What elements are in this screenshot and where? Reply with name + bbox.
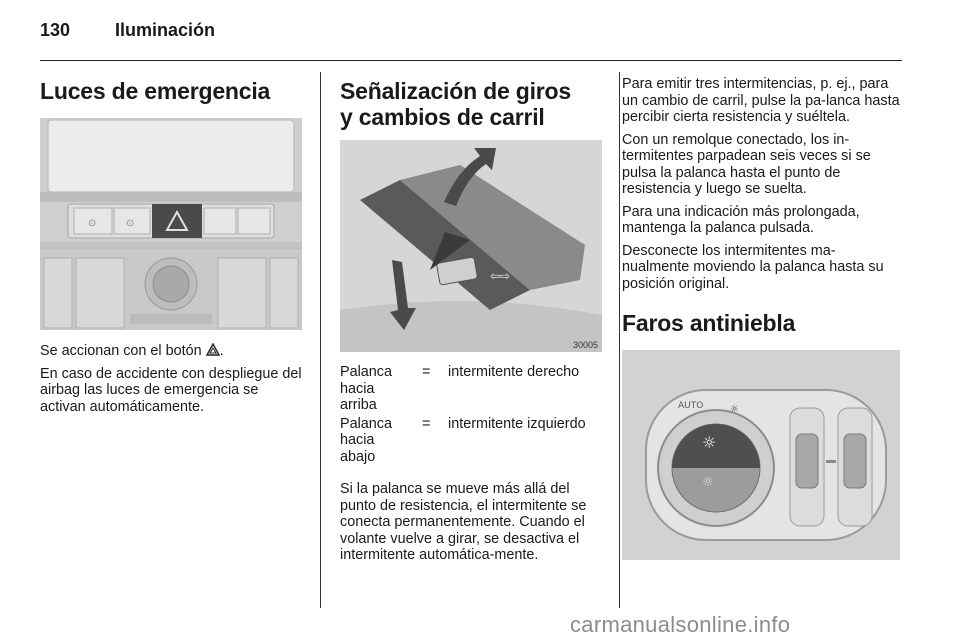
chapter-title: Iluminación: [115, 20, 216, 40]
lever-position-table: [340, 364, 602, 465]
table-row: Palanca hacia arriba = intermitente derecho: [340, 364, 602, 414]
column-lane-change-fog: [622, 72, 902, 560]
hazard-panel-illustration: [40, 118, 302, 330]
svg-text:⊙: ⊙: [126, 218, 135, 229]
header-rule: [40, 60, 902, 61]
turn-signal-lever-illustration: [340, 140, 602, 352]
hazard-triangle-icon: [206, 343, 220, 356]
svg-text:⇦⇨: ⇦⇨: [490, 269, 511, 283]
page-number: 130: [40, 20, 71, 40]
paragraph-permanent-signal: Si la palanca se mueve más allá del punto de resistencia, el intermitente se conecta permanentemente. Cuando el volante vuelve a girar, se desactiva el intermitente automática-mente.: [340, 481, 587, 563]
desc-right-indicator: intermitente derecho: [448, 364, 580, 380]
svg-text:☼: ☼: [730, 404, 739, 415]
column-turn-signals: [340, 72, 602, 564]
paragraph-manual-off: Desconecte los intermitentes ma-nualmente moviendo la palanca hasta su posición original.: [622, 242, 884, 292]
page-header: [40, 16, 900, 52]
table-row: Palanca hacia abajo = intermitente izquierdo: [340, 414, 602, 466]
desc-left-indicator: intermitente izquierdo: [448, 415, 586, 432]
auto-label: AUTO: [678, 401, 704, 411]
figure-fog-light-switch: [622, 350, 900, 560]
figure-hazard-button-panel: [40, 118, 302, 330]
paragraph-lane-change: Para emitir tres intermitencias, p. ej., para un cambio de carril, pulse la pa-lanca hasta percibir cierta resistencia y suéltela.: [622, 76, 900, 125]
svg-text:☼: ☼: [702, 433, 717, 452]
paragraph-trailer: Con un remolque conectado, los in-termitentes parpadean seis veces si se pulsa la palanca hasta el punto de resistencia y luego se suelta.: [622, 131, 871, 197]
section-heading-fog-lights: Faros antiniebla: [622, 310, 796, 336]
svg-text:⊙: ⊙: [88, 218, 97, 229]
term-lever-up: Palanca hacia arriba: [340, 364, 393, 413]
column-divider-2: [619, 72, 620, 608]
section-heading-hazard-lights: Luces de emergencia: [40, 78, 271, 104]
figure-code: 30005: [572, 340, 598, 350]
column-hazard-lights: [40, 72, 302, 415]
figure-turn-signal-lever: [340, 140, 602, 352]
paragraph-prolonged: Para una indicación más prolongada, mantenga la palanca pulsada.: [622, 203, 860, 236]
section-heading-turn-signals: Señalización de giros y cambios de carril: [340, 78, 571, 130]
svg-text:☼: ☼: [702, 475, 714, 490]
term-lever-down: Palanca hacia abajo: [340, 415, 393, 465]
paragraph-airbag-activation: En caso de accidente con despliegue del airbag las luces de emergencia se activan automáticamente.: [40, 365, 302, 415]
fog-light-switch-illustration: [622, 350, 900, 560]
paragraph-hazard-button: Se accionan con el botón .: [40, 343, 224, 359]
watermark: carmanualsonline.info: [570, 612, 791, 637]
column-divider-1: [320, 72, 321, 608]
